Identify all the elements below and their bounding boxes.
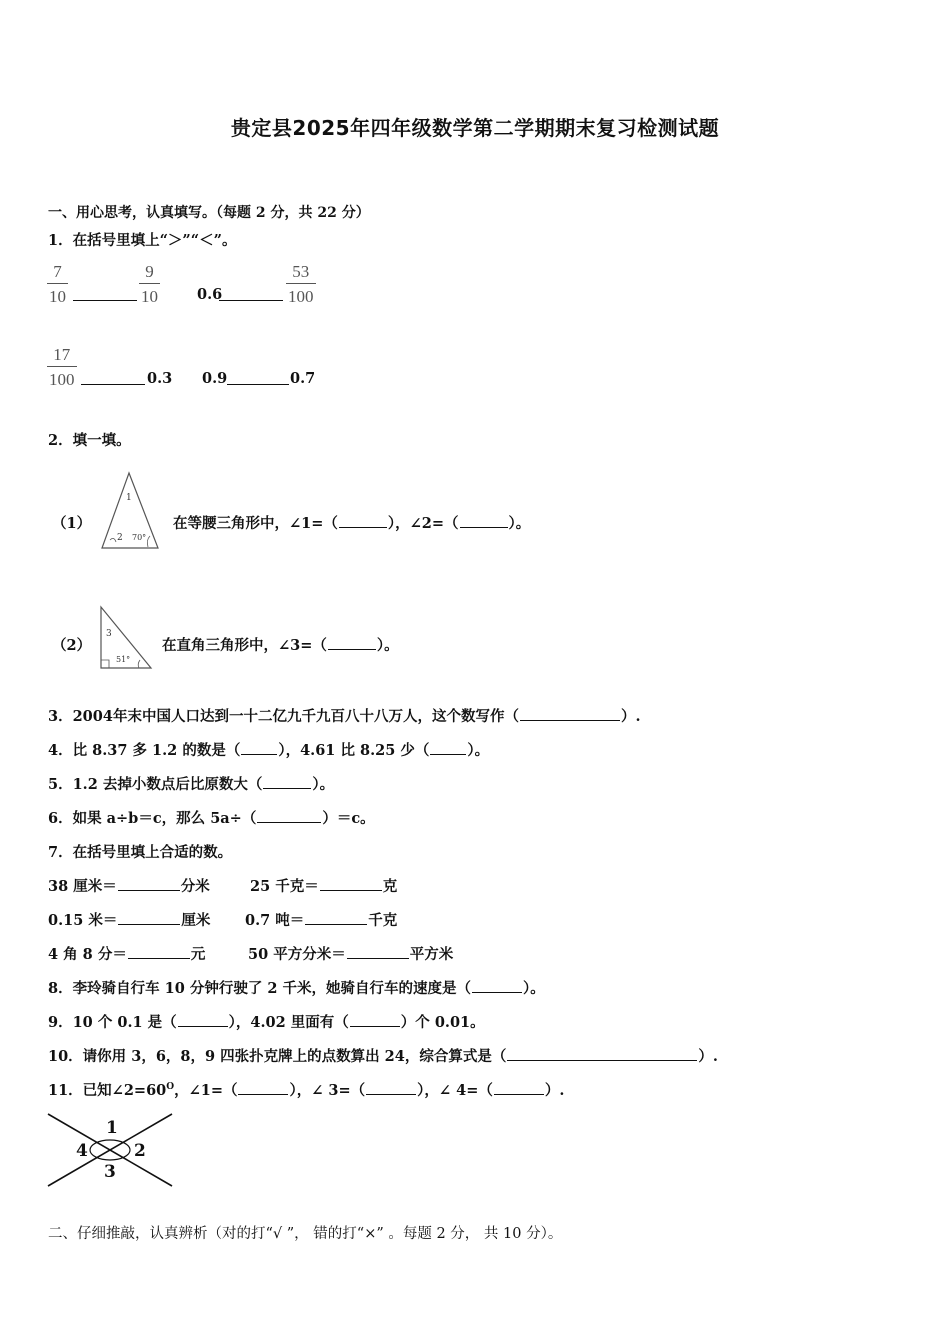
q3-text-a: 3．2004年末中国人口达到一十二亿九千九百八十八万人，这个数写作（: [48, 708, 519, 725]
question-2-1-text: [173, 512, 530, 533]
question-7-text: 7．在括号里填上合适的数。: [48, 844, 233, 861]
q6-text-a: 6．如果 a÷b＝c，那么 5a÷（: [48, 810, 257, 827]
q11-text-b: ，∠1=（: [174, 1082, 238, 1099]
question-4: [48, 739, 489, 760]
q7-r1a-unit: 分米: [180, 878, 210, 895]
q8-text-a: 8．李玲骑自行车 10 分钟行驶了 2 千米，她骑自行车的速度是（: [48, 980, 472, 997]
degree-superscript: O: [166, 1082, 175, 1093]
angle-2-label: 2: [117, 533, 123, 543]
answer-blank-angle-3[interactable]: [328, 637, 376, 650]
question-10: [48, 1045, 718, 1066]
q4-text-b: ），4.61 比 8.25 少（: [278, 742, 430, 759]
section-1-heading: 一、用心思考，认真填写。（每题 2 分，共 22 分）: [48, 205, 370, 221]
q7-r1a-label: 38 厘米＝: [48, 878, 117, 895]
fraction-numerator: 53: [292, 262, 310, 281]
q7-row-2a: [48, 909, 210, 930]
answer-blank-1a[interactable]: [72, 286, 138, 305]
value-0-3: 0.3: [147, 370, 173, 387]
angle-3-label: 3: [106, 629, 112, 639]
question-5: [48, 773, 334, 794]
fraction-numerator: 9: [145, 262, 154, 281]
answer-blank-q4a[interactable]: [241, 742, 277, 755]
answer-blank-q9a[interactable]: [178, 1014, 228, 1027]
q11-text-e: ）.: [544, 1082, 565, 1099]
value-0-7: 0.7: [290, 370, 316, 387]
q7-row-1a: [48, 875, 210, 896]
answer-blank-q6[interactable]: [257, 810, 321, 823]
angle-label-2: 2: [134, 1141, 146, 1161]
q2-2-text-b: ）。: [376, 637, 399, 654]
q7-r3b-label: 50 平方分米＝: [248, 946, 346, 963]
q10-text-a: 10．请你用 3，6，8，9 四张扑克牌上的点数算出 24，综合算式是（: [48, 1048, 507, 1065]
q6-text-b: ）＝c。: [322, 810, 375, 827]
answer-blank-q7-1a[interactable]: [118, 878, 180, 891]
fraction-numerator: 7: [53, 262, 62, 281]
q7-row-3a: [48, 943, 205, 964]
q7-r1b-label: 25 千克＝: [250, 878, 319, 895]
fraction-7-10: [47, 263, 68, 305]
answer-blank-q4b[interactable]: [430, 742, 466, 755]
answer-blank-angle-4-q11[interactable]: [494, 1082, 544, 1095]
fraction-denominator: 10: [47, 283, 68, 305]
fraction-denominator: 100: [286, 283, 316, 305]
part-1-label: （1）: [52, 515, 92, 532]
q2-1-text-a: 在等腰三角形中，∠1=（: [173, 515, 338, 532]
part-2-label: （2）: [52, 637, 92, 654]
page-title: 贵定县2025年四年级数学第二学期期末复习检测试题: [230, 116, 720, 140]
q7-r2b-unit: 千克: [368, 912, 398, 929]
q3-text-b: ）.: [620, 708, 641, 725]
fraction-denominator: 100: [47, 366, 77, 388]
q9-text-c: ）个 0.01。: [400, 1014, 485, 1031]
value-0-6: 0.6: [197, 286, 223, 303]
q7-r3b-unit: 平方米: [409, 946, 454, 963]
angle-51-label: 51°: [116, 655, 131, 664]
q5-text-b: ）。: [312, 776, 335, 793]
question-3: [48, 705, 641, 726]
q4-text-c: ）。: [467, 742, 490, 759]
q7-r2a-label: 0.15 米＝: [48, 912, 118, 929]
q7-row-1b: [250, 875, 397, 896]
q9-text-b: ），4.02 里面有（: [228, 1014, 349, 1031]
right-triangle-figure: [98, 604, 156, 672]
fraction-17-100: [47, 346, 77, 388]
question-2-2-text: [162, 634, 399, 655]
answer-blank-q3[interactable]: [520, 708, 620, 721]
angle-label-1: 1: [106, 1118, 118, 1138]
intersecting-lines-figure: [44, 1110, 178, 1190]
answer-blank-1d[interactable]: [226, 370, 290, 389]
angle-70-label: 70°: [132, 533, 147, 542]
q8-text-b: ）。: [523, 980, 545, 997]
angle-1-label: 1: [126, 493, 132, 503]
q7-r1b-unit: 克: [382, 878, 398, 895]
isosceles-triangle-figure: [98, 470, 164, 552]
q7-row-2b: [245, 909, 397, 930]
q7-r2a-unit: 厘米: [181, 912, 211, 929]
fraction-9-10: [139, 263, 160, 305]
q7-r2b-label: 0.7 吨＝: [245, 912, 305, 929]
q7-r3a-unit: 元: [190, 946, 206, 963]
fraction-numerator: 17: [53, 345, 71, 364]
answer-blank-angle-2[interactable]: [460, 515, 508, 528]
q4-text-a: 4．比 8.37 多 1.2 的数是（: [48, 742, 241, 759]
question-11: [48, 1079, 564, 1100]
answer-blank-angle-3-q11[interactable]: [366, 1082, 416, 1095]
answer-blank-1c[interactable]: [80, 370, 146, 389]
q2-1-text-c: ）。: [508, 515, 531, 532]
angle-label-3: 3: [104, 1162, 116, 1182]
question-2-text: 2．填一填。: [48, 432, 131, 449]
answer-blank-q7-1b[interactable]: [320, 878, 382, 891]
fraction-53-100: [286, 263, 316, 305]
fraction-denominator: 10: [139, 283, 160, 305]
q11-text-d: ），∠ 4=（: [417, 1082, 493, 1099]
q5-text-a: 5．1.2 去掉小数点后比原数大（: [48, 776, 263, 793]
q2-2-text-a: 在直角三角形中，∠3=（: [162, 637, 327, 654]
q7-r3a-label: 4 角 8 分＝: [48, 946, 127, 963]
answer-blank-1b[interactable]: [218, 286, 284, 305]
answer-blank-q9b[interactable]: [350, 1014, 400, 1027]
answer-blank-q8[interactable]: [472, 980, 522, 993]
answer-blank-q7-3a[interactable]: [128, 946, 190, 959]
question-9: [48, 1011, 485, 1032]
answer-blank-q7-2a[interactable]: [118, 912, 180, 925]
q9-text-a: 9．10 个 0.1 是（: [48, 1014, 177, 1031]
q11-text-a: 11．已知∠2=60: [48, 1082, 167, 1099]
q7-row-3b: [248, 943, 453, 964]
q10-text-b: ）.: [698, 1048, 718, 1065]
q11-text-c: ），∠ 3=（: [289, 1082, 366, 1099]
question-1-text: 1．在括号里填上“＞”“＜”。: [48, 232, 237, 249]
question-8: [48, 977, 545, 998]
answer-blank-q7-3b[interactable]: [347, 946, 409, 959]
answer-blank-q7-2b[interactable]: [305, 912, 367, 925]
value-0-9: 0.9: [202, 370, 228, 387]
answer-blank-angle-1[interactable]: [339, 515, 387, 528]
answer-blank-angle-1-q11[interactable]: [238, 1082, 288, 1095]
answer-blank-q5[interactable]: [263, 776, 311, 789]
q2-1-text-b: ），∠2=（: [387, 515, 459, 532]
angle-label-4: 4: [76, 1141, 88, 1161]
question-6: [48, 807, 375, 828]
section-2-heading: 二、仔细推敲，认真辨析（对的打“√ ”， 错的打“×” 。每题 2 分， 共 10 分）。: [48, 1226, 563, 1242]
answer-blank-q10[interactable]: [507, 1048, 697, 1061]
